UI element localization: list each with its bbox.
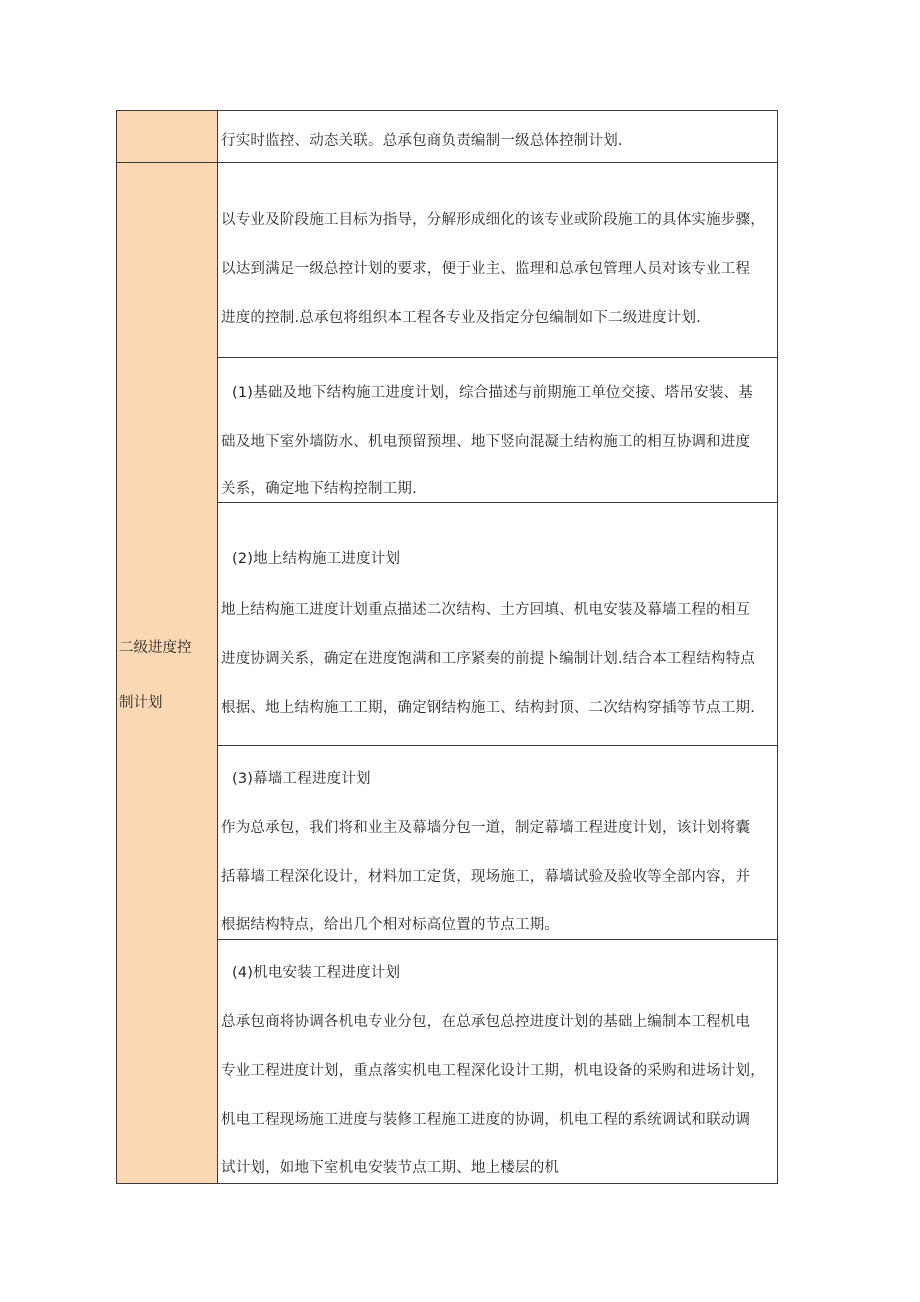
text-line: 作为总承包，我们将和业主及幕墙分包一道，制定幕墙工程进度计划，该计划将囊 (221, 820, 751, 836)
content-cell-secondary-overview (218, 162, 777, 358)
text-line: 专业工程进度计划，重点落实机电工程深化设计工期，机电设备的采购和进场计划， (221, 1063, 765, 1079)
text-line: 根据、地上结构施工工期，确定钢结构施工、结构封顶、二次结构穿插等节点工期. (221, 700, 756, 716)
text-line: 进度的控制.总承包将组织本工程各专业及指定分包编制如下二级进度计划. (221, 310, 702, 326)
text-line: 地上结构施工进度计划重点描述二次结构、土方回填、机电安装及幕墙工程的相互 (221, 602, 751, 618)
content-cell-intro-continued (218, 111, 777, 163)
label-line: 二级进度控 (119, 640, 192, 656)
content-cell-mep-plan (218, 939, 777, 1183)
text-line: (2)地上结构施工进度计划 (232, 551, 401, 567)
document-table (116, 110, 778, 1184)
text-line: 以专业及阶段施工目标为指导，分解形成细化的该专业或阶段施工的具体实施步骤， (221, 212, 765, 228)
text-line: 机电工程现场施工进度与装修工程施工进度的协调，机电工程的系统调试和联动调 (221, 1112, 751, 1128)
text-line: 括幕墙工程深化设计，材料加工定货，现场施工，幕墙试验及验收等全部内容，并 (221, 869, 751, 885)
text-line: (1)基础及地下结构施工进度计划，综合描述与前期施工单位交接、塔吊安装、基 (232, 385, 753, 401)
text-line: 以达到满足一级总控计划的要求，便于业主、监理和总承包管理人员对该专业工程 (221, 261, 751, 277)
content-cell-curtain-wall-plan (218, 745, 777, 940)
text-line: 行实时监控、动态关联。总承包商负责编制一级总体控制计划. (221, 133, 623, 149)
content-cell-superstructure-plan (218, 502, 777, 746)
content-column (218, 111, 777, 1183)
text-line: 进度协调关系，确定在进度饱满和工序紧奏的前提卜编制计划.结合本工程结构特点 (221, 651, 756, 667)
label-cell-continued (117, 111, 217, 163)
text-line: 试计划，如地下室机电安装节点工期、地上楼层的机 (221, 1160, 560, 1176)
text-line: (3)幕墙工程进度计划 (232, 771, 371, 787)
text-line: 根据结构特点，给出几个相对标高位置的节点工期。 (221, 917, 560, 933)
label-cell-secondary-plan (117, 163, 217, 1183)
content-cell-foundation-plan (218, 357, 777, 503)
text-line: 关系，确定地下结构控制工期. (221, 481, 417, 497)
text-line: 础及地下室外墙防水、机电预留预埋、地下竖向混凝土结构施工的相互协调和进度 (221, 434, 751, 450)
text-line: 总承包商将协调各机电专业分包，在总承包总控进度计划的基础上编制本工程机电 (221, 1014, 751, 1030)
label-line: 制计划 (119, 695, 163, 711)
label-column (117, 111, 218, 1183)
text-line: (4)机电安装工程进度计划 (232, 965, 401, 981)
